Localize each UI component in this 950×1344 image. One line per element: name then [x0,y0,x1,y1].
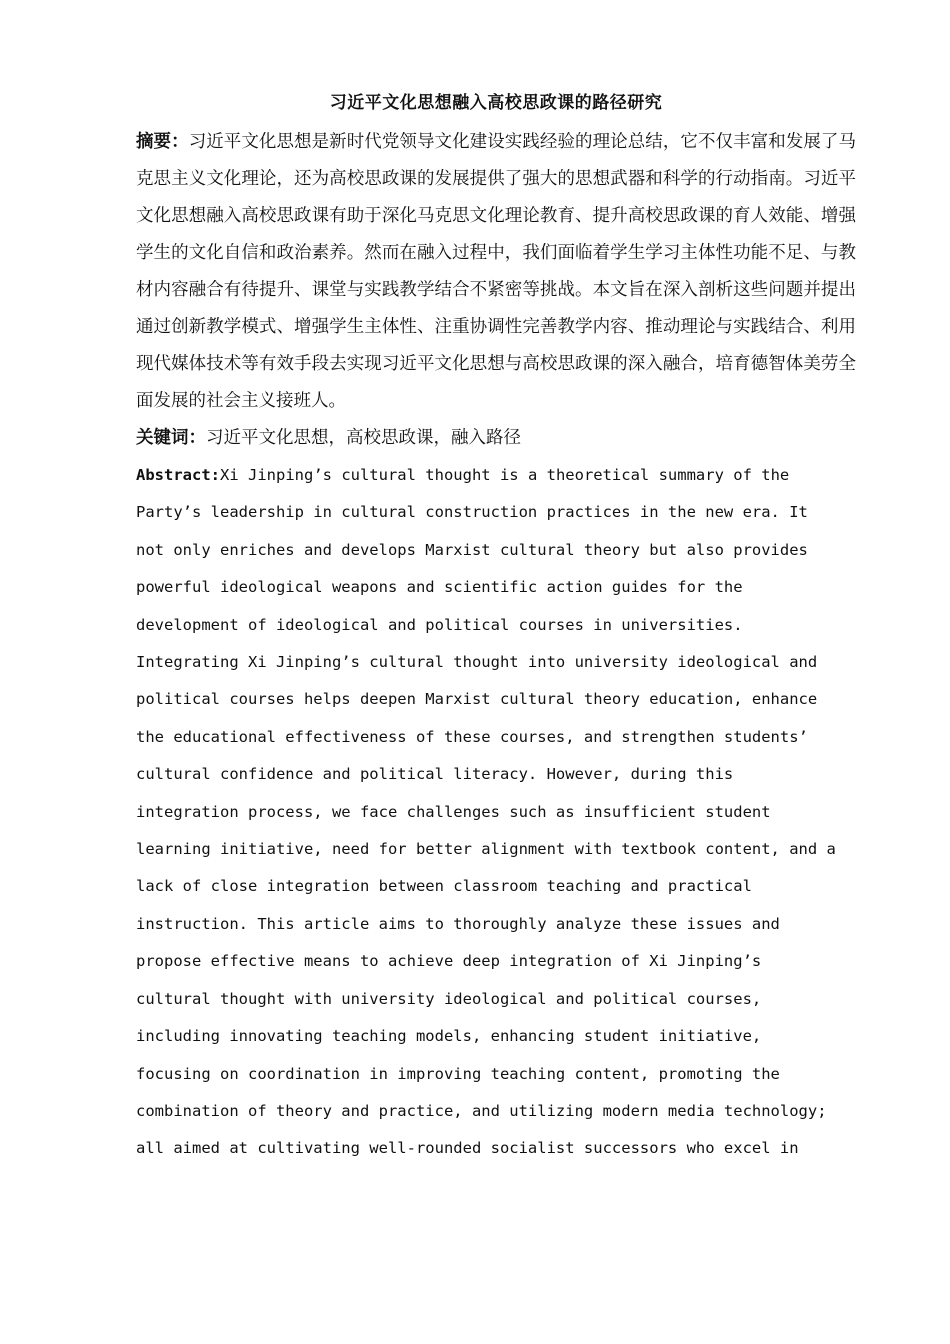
keywords-text: 习近平文化思想，高校思政课，融入路径 [206,428,521,448]
chinese-summary [136,124,856,420]
english-abstract [136,457,856,1168]
abstract-text: Xi Jinping’s cultural thought is a theoretical summary of the Party’s leadership in cultural construction practices in the new era. It not only enriches and develops Marxist cultural theory but also provides powerful ideological weapons and scientific action guides for the development of ideological and political courses in universities. Integrating Xi Jinping’s cultural thought into university ideological and political courses helps deepen Marxist cultural theory education, enhance the educational effectiveness of these courses, and strengthen students’ cultural confidence and political literacy. However, during this integration process, we face challenges such as insufficient student learning initiative, need for better alignment with textbook content, and a lack of close integration between classroom teaching and practical instruction. This article aims to thoroughly analyze these issues and propose effective means to achieve deep integration of Xi Jinping’s cultural thought with university ideological and political courses, including innovating teaching models, enhancing student initiative, focusing on coordination in improving teaching content, promoting the combination of theory and practice, and utilizing modern media technology; all aimed at cultivating well-rounded socialist successors who excel in [136,466,836,1158]
paper-title: 习近平文化思想融入高校思政课的路径研究 [329,93,663,113]
paper-page [136,88,856,1168]
keywords-label: 关键词： [136,428,206,448]
keywords-line [136,420,856,457]
summary-label: 摘要： [136,132,189,152]
abstract-label: Abstract: [136,466,220,484]
summary-text: 习近平文化思想是新时代党领导文化建设实践经验的理论总结，它不仅丰富和发展了马克思主义文化理论，还为高校思政课的发展提供了强大的思想武器和科学的行动指南。习近平文化思想融入高校思政课有助于深化马克思文化理论教育、提升高校思政课的育人效能、增强学生的文化自信和政治素养。然而在融入过程中，我们面临着学生学习主体性功能不足、与教材内容融合有待提升、课堂与实践教学结合不紧密等挑战。本文旨在深入剖析这些问题并提出通过创新教学模式、增强学生主体性、注重协调性完善教学内容、推动理论与实践结合、利用现代媒体技术等有效手段去实现习近平文化思想与高校思政课的深入融合，培育德智体美劳全面发展的社会主义接班人。 [136,132,856,411]
